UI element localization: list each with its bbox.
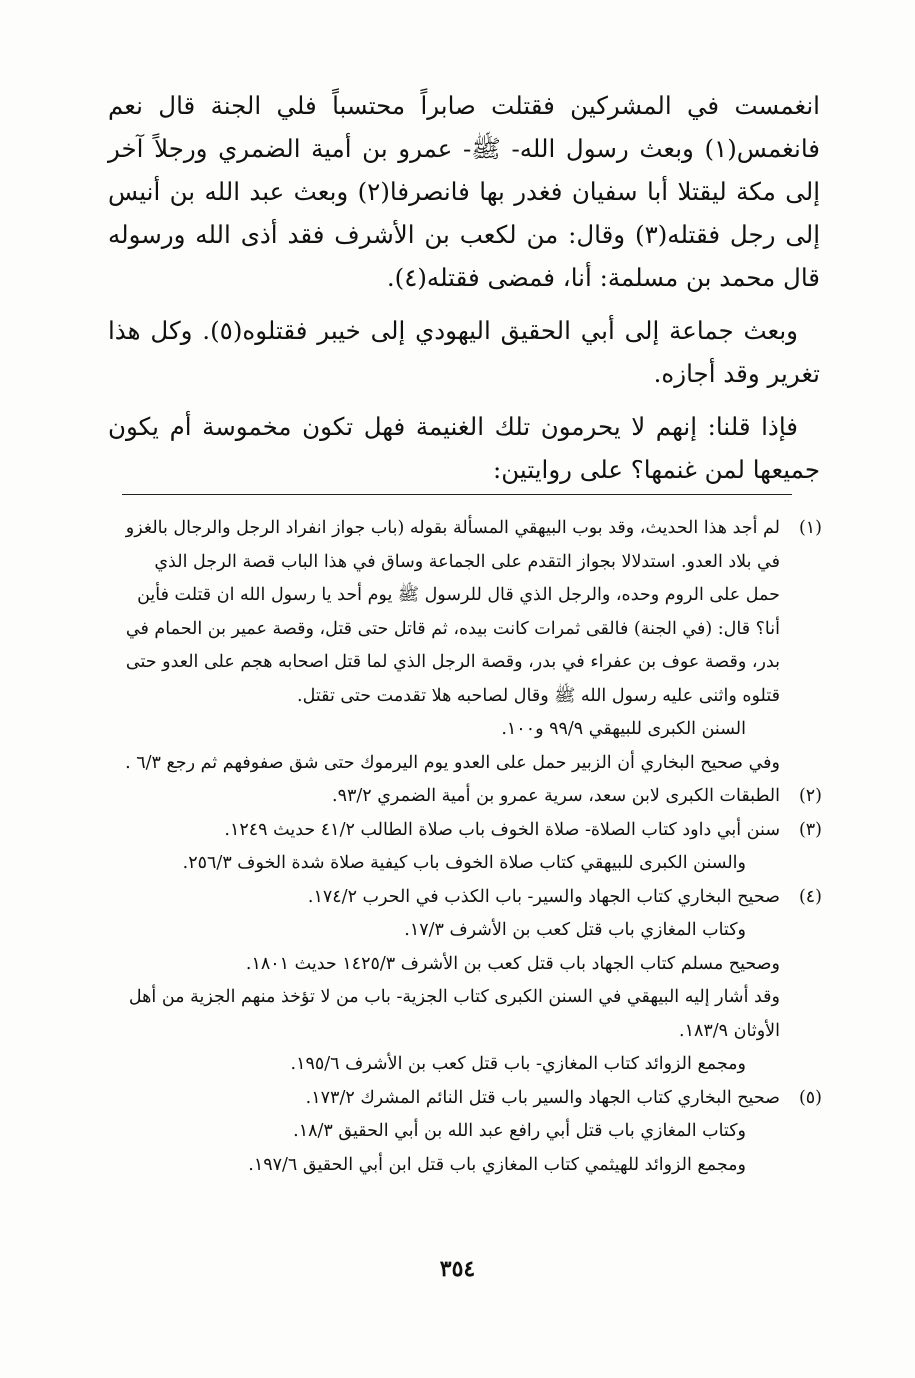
footnote-line: وفي صحيح البخاري أن الزبير حمل على العدو يوم اليرموك حتى شق صفوفهم ثم رجع ٦/٣ . (125, 752, 780, 773)
paragraph-2: وبعث جماعة إلى أبي الحقيق اليهودي إلى خيبر فقتلوه(٥). وكل هذا تغرير وقد أجازه. (108, 316, 820, 388)
footnote-line: سنن أبي داود كتاب الصلاة- صلاة الخوف باب صلاة الطالب ٤١/٢ حديث ١٢٤٩. (224, 819, 780, 840)
footnote-5 (117, 1082, 822, 1183)
footnote-line: الطبقات الكبرى لابن سعد، سرية عمرو بن أمية الضمري ٩٣/٢. (331, 786, 780, 806)
paragraph-3: فإذا قلنا: إنهم لا يحرمون تلك الغنيمة فهل تكون مخموسة أم يكون جميعها لمن غنمها؟ على روايتين: (108, 412, 820, 484)
footnote-number: (٤) (798, 886, 822, 907)
footnote-3 (117, 814, 822, 881)
page-number: ٣٥٤ (439, 1256, 476, 1282)
footnotes (117, 512, 822, 1182)
footnote-4 (117, 881, 822, 1082)
footnote-line: ومجمع الزوائد للهيثمي كتاب المغازي باب قتل ابن أبي الحقيق ١٩٧/٦. (248, 1154, 746, 1175)
footnote-line: صحيح البخاري كتاب الجهاد والسير- باب الكذب في الحرب ١٧٤/٢. (307, 886, 780, 907)
footnote-line: وصحيح مسلم كتاب الجهاد باب قتل كعب بن الأشرف ١٤٢٥/٣ حديث ١٨٠١. (245, 953, 780, 974)
footnote-number: (١) (798, 518, 822, 538)
footnote-line: وكتاب المغازي باب قتل كعب بن الأشرف ١٧/٣. (404, 920, 746, 940)
footnote-separator (122, 494, 792, 495)
footnote-1 (117, 512, 822, 780)
footnote-number: (٣) (798, 819, 822, 840)
paragraph-1: انغمست في المشركين فقتلت صابراً محتسباً فلي الجنة قال نعم فانغمس(١) وبعث رسول الله- ﷺ- عمرو بن أمية الضمري ورجلاً آخر إلى مكة ليقتلا أبا سفيان فغدر بها فانصرفا(٢) وبعث عبد الله بن أنيس إلى رجل فقتله(٣) وقال: من لكعب بن الأشرف فقد أذى الله ورسوله قال محمد بن مسلمة: أنا، فمضى فقتله(٤). (108, 91, 821, 292)
footnote-line: لم أجد هذا الحديث، وقد بوب البيهقي المسألة بقوله (باب جواز انفراد الرجل والرجال بالغزو في بلاد العدو. استدلالا بجواز التقدم على الجماعة وساق في هذا الباب قصة الرجل الذي حمل على الروم وحده، والرجل الذي قال للرسول ﷺ يوم أحد يا رسول الله ان قتلت فأين أنا؟ قال: (في الجنة) فالقى ثمرات كانت بيده، ثم قاتل حتى قتل، وقصة عمير بن الحمام في بدر، وقصة عوف بن عفراء في بدر، وقصة الرجل الذي لما قتل اصحابه هجم على العدو حتى قتلوه واثنى عليه رسول الله ﷺ وقال لصاحبه هلا تقدمت حتى تقتل. (125, 518, 780, 706)
footnote-line: والسنن الكبرى للبيهقي كتاب صلاة الخوف باب كيفية صلاة شدة الخوف ٢٥٦/٣. (182, 853, 746, 873)
footnote-line: ومجمع الزوائد كتاب المغازي- باب قتل كعب بن الأشرف ١٩٥/٦. (290, 1054, 746, 1074)
footnote-number: (٥) (798, 1087, 822, 1108)
footnote-line: وكتاب المغازي باب قتل أبي رافع عبد الله بن أبي الحقيق ١٨/٣. (293, 1121, 746, 1141)
footnote-line: وقد أشار إليه البيهقي في السنن الكبرى كتاب الجزية- باب من لا تؤخذ منهم الجزية من أهل الأوثان ١٨٣/٩. (128, 987, 780, 1041)
footnote-line: السنن الكبرى للبيهقي ٩٩/٩ و١٠٠. (501, 719, 746, 739)
main-text (108, 84, 820, 501)
footnote-2 (117, 780, 822, 814)
footnote-line: صحيح البخاري كتاب الجهاد والسير باب قتل النائم المشرك ١٧٣/٢. (305, 1087, 780, 1108)
footnote-number: (٢) (798, 786, 822, 806)
